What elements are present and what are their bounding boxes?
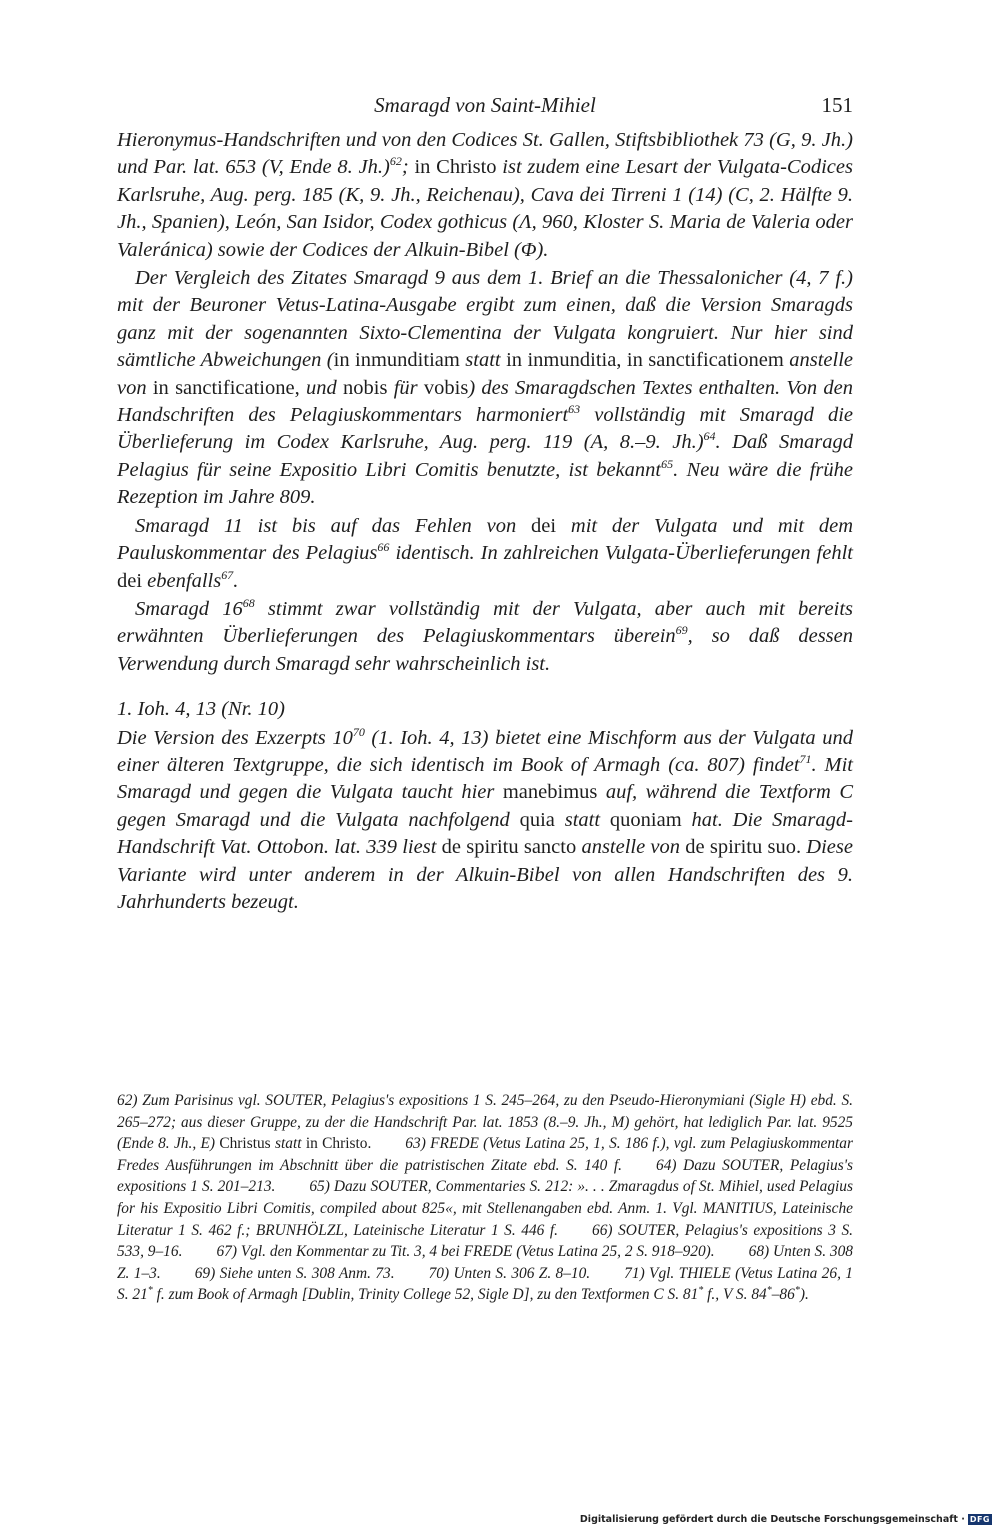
- text-run: identisch. In zahlreichen Vulgata-Überlieferungen fehlt: [389, 542, 853, 565]
- text-run: ist zudem eine Lesart der Vulgata-Codices Karlsruhe, Aug. perg. 185 (K, 9. Jh., Reichenau), Cava dei Tirreni 1 (14) (C, 2. Hälfte 9. Jh., Spanien), León, San Isidor, Codex gothicus (Λ, 960, Kloster S. Maria de Valeria oder Valeránica) sowie der Codices der Alkuin-Bibel (Φ).: [117, 156, 853, 261]
- text-run: 63) FREDE (Vetus Latina 25, 1, S. 186 f.), vgl. zum Pelagiuskommentar Fredes Ausführungen im Abschnitt über die patristischen Zitate ebd. S. 140 f.: [117, 1135, 853, 1174]
- footnote-reference: 66: [377, 540, 390, 555]
- quoted-latin-text: in inmunditia, in sanctificationem: [506, 349, 784, 372]
- paragraph: [117, 265, 853, 512]
- text-run: hat. Die Smaragd-Handschrift Vat. Ottobon. lat. 339 liest: [117, 808, 853, 859]
- text-run: , so daß dessen Verwendung durch Smaragd sehr wahrscheinlich ist.: [117, 625, 853, 675]
- footnote-reference: *: [698, 1285, 704, 1297]
- text-run: 65) Dazu SOUTER, Commentaries S. 212: ». . . Zmaragdus of St. Mihiel, used Pelagius for his Expositio Libri Comitis, compiled about 825«, mit Stellenangaben ebd. Anm. 1. Vgl. MANITIUS, Lateinische Literatur 1 S. 462 f.; BRUNHÖLZL, Lateinische Literatur 1 S. 446 f.: [117, 1178, 853, 1239]
- text-run: Die Version des Exzerpts 10: [117, 726, 353, 749]
- text-run: ) des Smaragdschen Textes enthalten. Von den Handschriften des Pelagiuskommentars harmoniert: [117, 376, 853, 427]
- text-run: .: [233, 569, 239, 592]
- footnote-reference: 71: [799, 751, 812, 766]
- text-run: Smaragd 11 ist bis auf das Fehlen von: [135, 514, 532, 537]
- footnote-reference: 67: [221, 567, 234, 582]
- text-run: 66) SOUTER, Pelagius's expositions 3 S. 533, 9–16.: [117, 1221, 853, 1261]
- footnote-reference: 69: [675, 623, 688, 638]
- text-run: und: [299, 376, 343, 399]
- paragraph: [117, 596, 853, 678]
- footnote-reference: 65: [661, 456, 674, 471]
- paragraph: [117, 513, 853, 595]
- section-heading: 1. Ioh. 4, 13 (Nr. 10): [117, 698, 285, 721]
- text-run: –86: [771, 1286, 795, 1304]
- text-run: mit der Vulgata und mit dem Pauluskommentar des Pelagius: [117, 514, 853, 565]
- text-run: Der Vergleich des Zitates Smaragd 9 aus dem 1. Brief an die Thessalonicher (4, 7 f.) mit der Beuroner Vetus-Latina-Ausgabe ergibt zum einen, daß die Version Smaragds ganz mit der sogenannten Sixto-Clementina der Vulgata kongruiert. Nur hier sind sämtliche Abweichungen (: [117, 267, 853, 372]
- text-run: für: [387, 376, 424, 399]
- quoted-latin-text: in Christo.: [305, 1135, 372, 1153]
- quoted-latin-text: nobis: [343, 376, 388, 399]
- running-header: [117, 90, 853, 122]
- running-title: Smaragd von Saint-Mihiel: [374, 93, 596, 117]
- text-run: f. zum Book of Armagh [Dublin, Trinity College 52, Sigle D], zu den Textformen C S. 81: [152, 1286, 699, 1304]
- text-run: (1. Ioh. 4, 13) bietet eine Mischform aus der Vulgata und einer älteren Textgruppe, die sich identisch im Book of Armagh (ca. 807) findet: [117, 726, 853, 776]
- quoted-latin-text: in sanctificatione,: [152, 376, 300, 399]
- footnote-reference: 70: [352, 724, 365, 739]
- quoted-latin-text: quia: [519, 808, 555, 831]
- quoted-latin-text: Christus: [219, 1135, 271, 1153]
- text-run: stimmt zwar vollständig mit der Vulgata, aber auch mit bereits erwähnten Überlieferungen des Pelagiuskommentars überein: [117, 597, 853, 648]
- digitization-banner: [580, 1512, 992, 1526]
- text-run: ebenfalls: [142, 569, 222, 592]
- text-run: 69) Siehe unten S. 308 Anm. 73.: [194, 1264, 395, 1282]
- text-run: 64) Dazu SOUTER, Pelagius's expositions 1 S. 201–213.: [117, 1156, 853, 1196]
- text-run: Diese Variante wird unter anderem in der Alkuin-Bibel von allen Handschriften des 9. Jahrhunderts bezeugt.: [117, 836, 853, 913]
- main-text: [117, 127, 853, 916]
- quoted-latin-text: in Christo: [414, 156, 497, 179]
- text-run: vollständig mit Smaragd die Überlieferung im Codex Karlsruhe, Aug. perg. 119 (A, 8.–9. Jh.): [117, 404, 853, 454]
- text-run: auf, während die Textform C gegen Smaragd und die Vulgata nachfolgend: [117, 781, 853, 831]
- text-run: statt: [459, 349, 507, 372]
- quoted-latin-text: dei: [117, 569, 143, 592]
- text-run: Smaragd 16: [135, 597, 243, 620]
- quoted-latin-text: de spiritu sancto: [441, 836, 577, 859]
- banner-text: Digitalisierung gefördert durch die Deutsche Forschungsgemeinschaft ·: [579, 1513, 965, 1525]
- footnote-reference: *: [766, 1285, 772, 1297]
- text-run: ).: [799, 1286, 809, 1304]
- footnotes: [117, 1090, 853, 1306]
- quoted-latin-text: vobis: [423, 376, 469, 399]
- footnote-reference: 64: [703, 429, 716, 444]
- paragraph: [117, 127, 853, 264]
- text-run: 70) Unten S. 306 Z. 8–10.: [428, 1264, 591, 1282]
- text-run: anstelle von: [576, 836, 686, 859]
- text-run: ;: [401, 156, 415, 179]
- quoted-latin-text: in inmunditiam: [333, 349, 460, 372]
- text-run: 71) Vgl. THIELE (Vetus Latina 26, 1 S. 21: [117, 1264, 853, 1304]
- text-run: 67) Vgl. den Kommentar zu Tit. 3, 4 bei FREDE (Vetus Latina 25, 2 S. 918–920).: [216, 1243, 715, 1261]
- text-run: 62) Zum Parisinus vgl. SOUTER, Pelagius's expositions 1 S. 245–264, zu den Pseudo-Hieronymiani (Sigle H) ebd. S. 265–272; aus dieser Gruppe, zu der die Handschrift Par. lat. 1853 (8.–9. Jh., M) gehört, hat lediglich Par. lat. 9525 (Ende 8. Jh., E): [117, 1092, 853, 1153]
- quoted-latin-text: manebimus: [502, 781, 598, 804]
- text-run: statt: [554, 808, 610, 831]
- text-run: f., V S. 84: [703, 1286, 767, 1304]
- footnote-reference: *: [147, 1285, 153, 1297]
- footnote-reference: 63: [568, 402, 581, 417]
- text-run: statt: [270, 1135, 306, 1153]
- quoted-latin-text: quoniam: [609, 808, 682, 831]
- page-number: 151: [821, 93, 853, 117]
- text-run: . Daß Smaragd Pelagius für seine Expositio Libri Comitis benutzte, ist bekannt: [117, 431, 853, 481]
- footnote-reference: 62: [389, 154, 402, 169]
- text-run: 68) Unten S. 308 Z. 1–3.: [117, 1243, 853, 1282]
- dfg-logo: DFG: [969, 1514, 990, 1524]
- footnote-block: [117, 1090, 853, 1306]
- paragraph: [117, 725, 853, 917]
- text-run: . Neu wäre die frühe Rezeption im Jahre 809.: [117, 458, 853, 509]
- text-run: . Mit Smaragd und gegen die Vulgata taucht hier: [117, 753, 854, 804]
- text-run: anstelle von: [117, 349, 854, 399]
- text-run: Hieronymus-Handschriften und von den Codices St. Gallen, Stiftsbibliothek 73 (G, 9. Jh.) und Par. lat. 653 (V, Ende 8. Jh.): [117, 129, 853, 179]
- footnote-reference: 68: [242, 595, 255, 610]
- quoted-latin-text: de spiritu suo.: [685, 836, 802, 859]
- quoted-latin-text: dei: [531, 514, 557, 537]
- footnote-reference: *: [794, 1285, 800, 1297]
